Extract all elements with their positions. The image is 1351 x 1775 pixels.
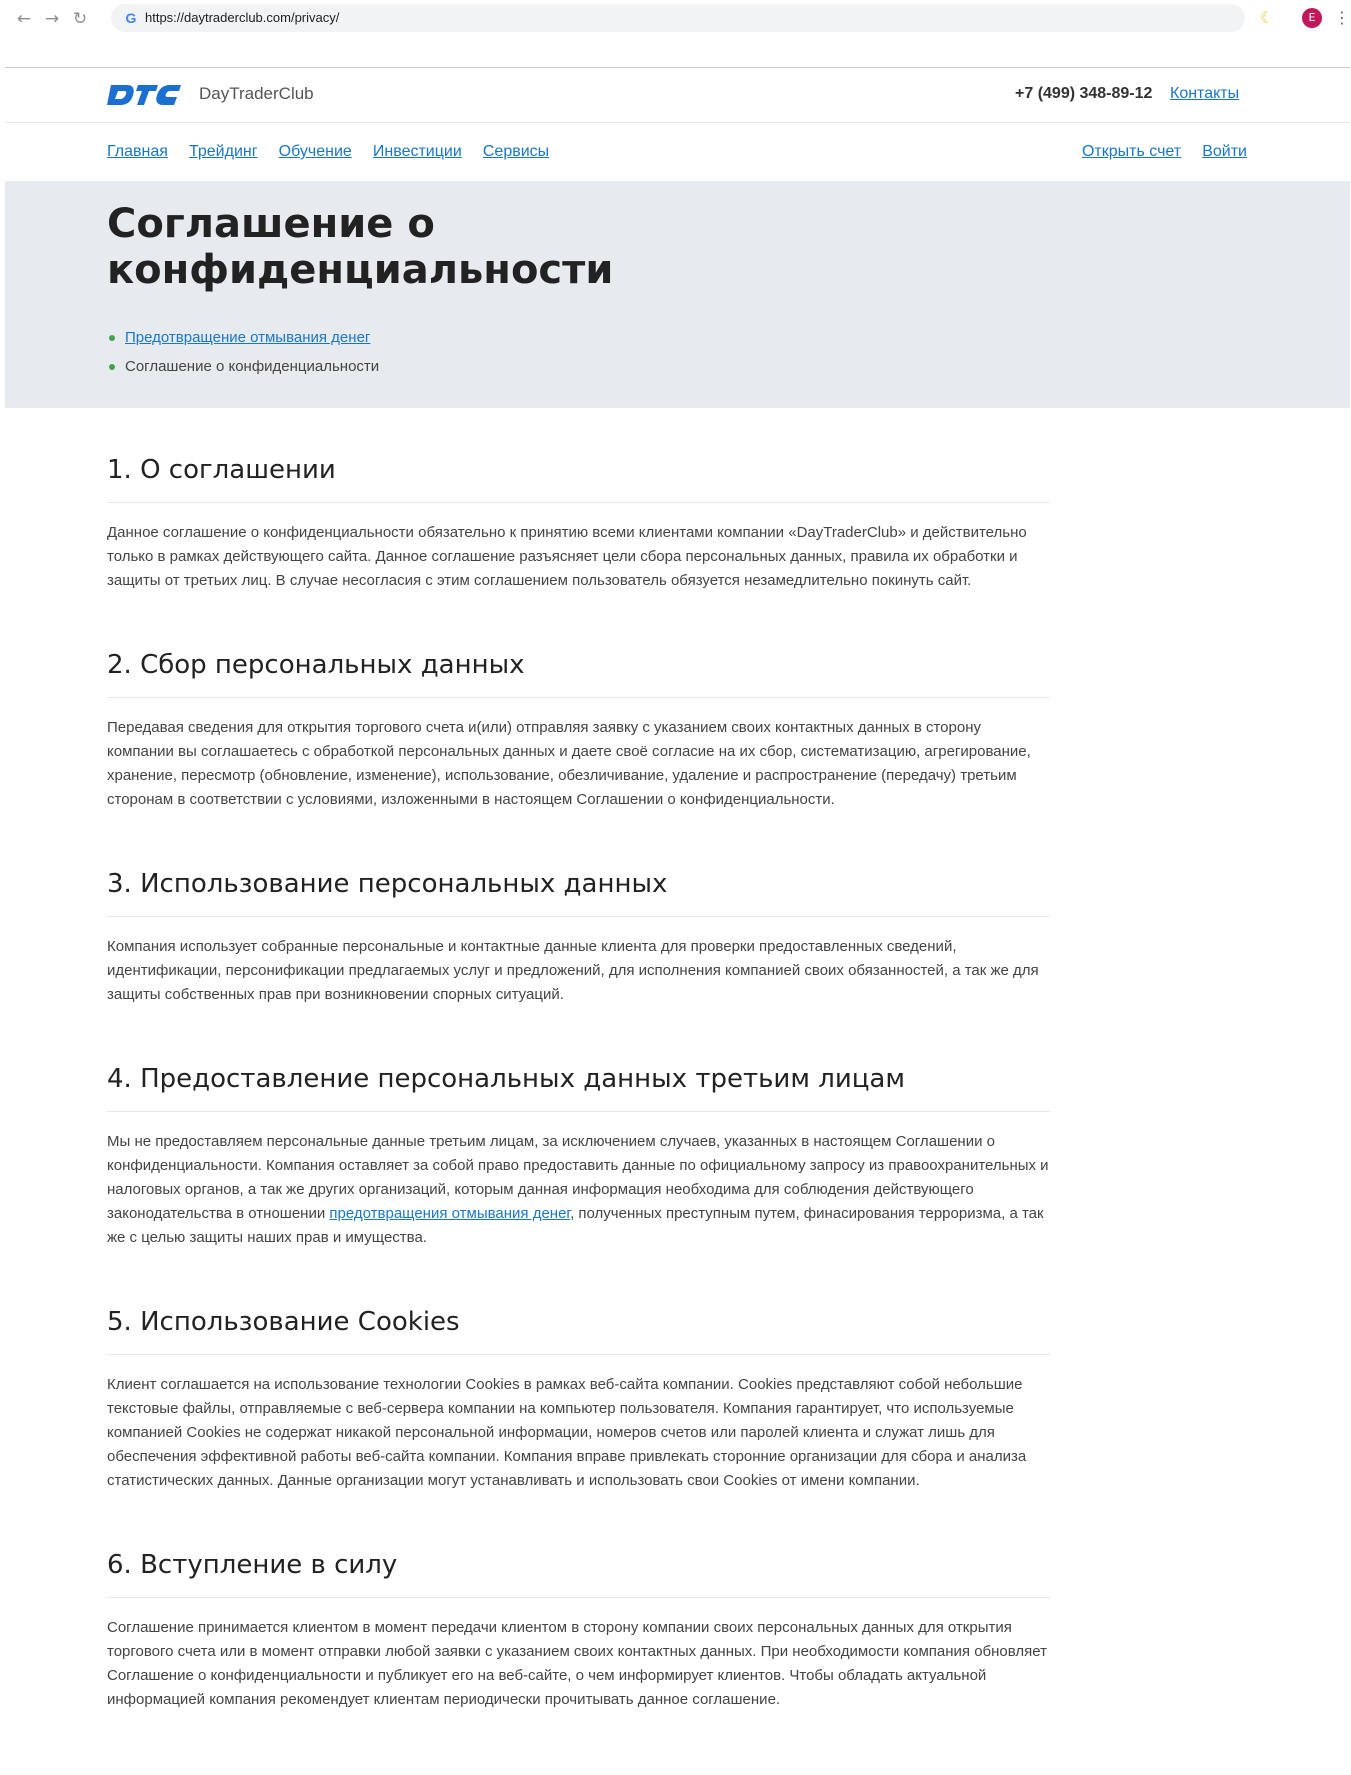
section-text: Клиент соглашается на использование технологии Cookies в рамках веб-сайта компании. Cookies представляют собой небольшие текстовые файлы, отправляемые с веб-сервера компании на компьютер пользователя. Компания гарантирует, что используемые компанией Cookies не содержат никакой персональной информации, номеров счетов или паролей клиента и служат лишь для обеспечения эффективной работы веб-сайта компании. Компания вправе привлекать сторонние организации для сбора и анализа статистических данных. Данные организации могут устанавливать и использовать свои Cookies от имени компании.: [107, 1376, 1027, 1489]
breadcrumb-link[interactable]: Предотвращение отмывания денег: [125, 329, 371, 346]
nav-item-investments[interactable]: Инвестиции: [372, 143, 462, 160]
more-menu-icon[interactable]: ⋮: [1334, 8, 1350, 27]
section-usage: [107, 864, 1050, 1007]
arrow-left-icon[interactable]: ←: [16, 9, 32, 29]
reload-icon[interactable]: ↻: [72, 9, 88, 29]
arrow-right-icon[interactable]: →: [44, 9, 60, 29]
nav-item-trading[interactable]: Трейдинг: [189, 143, 258, 160]
brand-name: DayTraderClub: [199, 84, 314, 103]
section-text: Соглашение принимается клиентом в момент передачи клиентом в сторону компании своих персональных данных для открытия торгового счета или в момент отправки любой заявки с указанием своих контактных данных. При необходимости компания обновляет Соглашение о конфиденциальности и публикует его на веб-сайте, о чем информирует клиентов. Чтобы обладать актуальной информацией компания рекомендует клиентам периодически прочитывать данное соглашение.: [107, 1619, 1047, 1708]
site-header: [5, 68, 1350, 123]
nav-right: [1082, 141, 1247, 161]
section-effect: [107, 1545, 1050, 1712]
nav-item-services[interactable]: Сервисы: [482, 143, 550, 160]
url-text[interactable]: https://daytraderclub.com/privacy/: [145, 10, 340, 25]
google-icon: G: [125, 10, 137, 26]
nav-item-education[interactable]: Обучение: [278, 143, 352, 160]
dtc-logo[interactable]: [107, 82, 183, 108]
login-link[interactable]: Войти: [1202, 143, 1247, 160]
section-text-part: , полученных преступным путем, финасирования терроризма, а так же с целью защиты наших прав и имущества.: [107, 1205, 1044, 1246]
breadcrumb-item: [107, 323, 379, 352]
page-title: Соглашение о конфиденциальности: [107, 201, 614, 293]
section-heading: 5. Использование Cookies: [107, 1302, 1050, 1355]
breadcrumb: [107, 323, 379, 381]
section-heading: 2. Сбор персональных данных: [107, 645, 1050, 698]
contacts-link[interactable]: Контакты: [1170, 85, 1240, 102]
main-nav: [5, 123, 1350, 181]
open-account-link[interactable]: Открыть счет: [1081, 143, 1182, 160]
profile-avatar[interactable]: E: [1302, 8, 1322, 28]
section-heading: 1. О соглашении: [107, 450, 1050, 503]
section-text-part: Мы не предоставляем персональные данные третьим лицам, за исключением случаев, указанных в настоящем Соглашении о конфиденциальности. Компания оставляет за собой право предоставить данные по официальному запросу из правоохранительных и налоговых органов, а так же других организаций, которым данная информация необходима для соблюдения действующего законодательства в отношении: [107, 1133, 1049, 1222]
section-collection: [107, 645, 1050, 812]
section-heading: 4. Предоставление персональных данных третьим лицам: [107, 1059, 1050, 1112]
breadcrumb-item-current: Соглашение о конфиденциальности: [107, 352, 379, 381]
browser-toolbar: [0, 0, 1351, 38]
section-heading: 6. Вступление в силу: [107, 1545, 1050, 1598]
nav-left: [107, 141, 565, 161]
section-third-parties: [107, 1059, 1050, 1250]
moon-icon[interactable]: ☾: [1259, 8, 1275, 27]
aml-link[interactable]: предотвращения отмывания денег: [329, 1205, 571, 1222]
section-heading: 3. Использование персональных данных: [107, 864, 1050, 917]
section-text: Данное соглашение о конфиденциальности обязательно к принятию всеми клиентами компании «DayTraderClub» и действительно только в рамках действующего сайта. Данное соглашение разъясняет цели сбора персональных данных, правила их обработки и защиты от третьих лиц. В случае несогласия с этим соглашением пользователь обязуется незамедлительно покинуть сайт.: [107, 524, 1027, 589]
section-text: [107, 1130, 1050, 1250]
section-agreement: [107, 450, 1050, 593]
address-bar[interactable]: [111, 4, 1245, 32]
hero-banner: [5, 181, 1350, 408]
page-content: [107, 450, 1050, 1712]
nav-item-home[interactable]: Главная: [107, 143, 168, 160]
section-cookies: [107, 1302, 1050, 1493]
section-text: Компания использует собранные персональные и контактные данные клиента для проверки предоставленных сведений, идентификации, персонификации предлагаемых услуг и предложений, для исполнения компанией своих обязанностей, а так же для защиты собственных прав при возникновении спорных ситуаций.: [107, 938, 1039, 1003]
section-text: Передавая сведения для открытия торгового счета и(или) отправляя заявку с указанием своих контактных данных в сторону компании вы соглашаетесь с обработкой персональных данных и даете своё согласие на их сбор, систематизацию, агрегирование, хранение, пересмотр (обновление, изменение), использование, обезличивание, удаление и распространение (передачу) третьим сторонам в соответствии с условиями, изложенными в настоящем Соглашении о конфиденциальности.: [107, 719, 1031, 808]
phone-number[interactable]: +7 (499) 348-89-12: [1015, 85, 1153, 102]
